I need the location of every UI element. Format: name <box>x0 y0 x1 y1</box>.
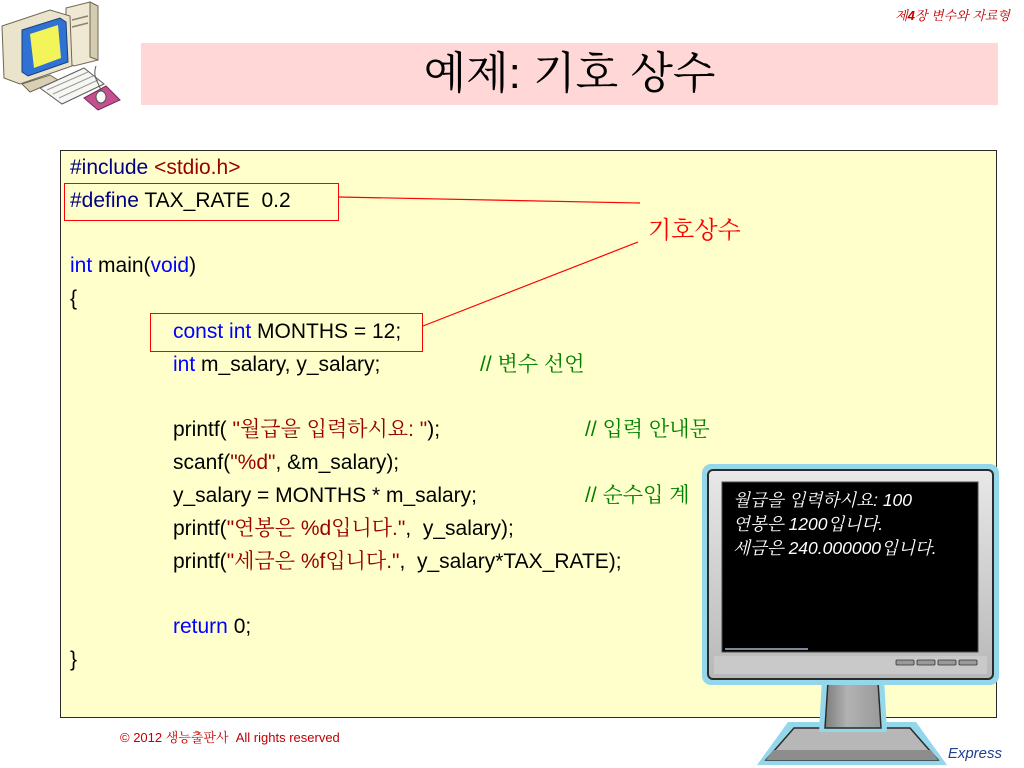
console-output <box>733 488 975 560</box>
code-text: } <box>70 647 78 671</box>
code-directive: #include <box>70 156 155 179</box>
code-line-printf-prompt <box>70 414 990 447</box>
code-line-blank <box>70 382 990 415</box>
code-comment: // 입력 안내문 <box>585 418 710 442</box>
code-keyword: int <box>173 352 202 376</box>
highlight-box-const <box>150 313 423 352</box>
console-line: 연봉은 1200입니다. <box>733 514 884 534</box>
code-text: main( <box>98 254 151 278</box>
console-line: 월급을 입력하시요: 100 <box>733 490 913 510</box>
code-comment: // 변수 선언 <box>480 352 585 376</box>
copyright-notice: © 2012 생능출판사 All rights reserved <box>120 730 340 745</box>
brand-label: Express <box>947 745 1002 762</box>
code-text: ) <box>189 254 197 278</box>
code-line-include <box>70 152 990 185</box>
code-text: y_salary = MONTHS * m_salary; <box>173 483 477 507</box>
code-text: ); <box>427 418 441 442</box>
code-keyword: int <box>70 254 99 278</box>
code-text: m_salary, y_salary; <box>201 352 381 376</box>
code-string: "월급을 입력하시요: " <box>232 418 428 442</box>
code-text: scanf( <box>173 451 231 475</box>
highlight-box-define <box>64 183 339 221</box>
code-text: printf( <box>173 549 227 573</box>
code-keyword: return <box>173 615 234 639</box>
chapter-title: 장 변수와 자료형 <box>914 8 1010 23</box>
code-keyword: void <box>150 254 190 278</box>
code-line-main <box>70 250 990 283</box>
code-text: , &m_salary); <box>275 451 400 475</box>
chapter-number: 4 <box>907 8 915 23</box>
code-keyword: const int <box>173 319 258 343</box>
desktop-computer-icon <box>0 0 128 112</box>
chapter-label <box>895 7 1010 25</box>
title-bar <box>141 43 998 105</box>
code-comment: // 순수입 계 <box>585 483 690 507</box>
code-string: "%d" <box>230 451 276 475</box>
code-text: printf( <box>173 418 233 442</box>
code-string: "연봉은 %d입니다." <box>226 516 406 540</box>
code-text: , y_salary*TAX_RATE); <box>399 549 622 573</box>
console-line: 세금은 240.000000입니다. <box>733 538 937 558</box>
code-header-name: <stdio.h> <box>154 156 241 179</box>
callout-label: 기호상수 <box>648 217 741 244</box>
code-text: printf( <box>173 516 227 540</box>
page-title: 예제: 기호 상수 <box>423 49 716 98</box>
code-text: MONTHS = 12; <box>257 319 402 343</box>
code-line-declaration <box>70 349 990 382</box>
code-line-blank <box>70 218 990 251</box>
code-text: 0; <box>233 615 252 639</box>
code-string: "세금은 %f입니다." <box>226 549 400 573</box>
code-directive: #define <box>70 188 145 212</box>
code-text: { <box>70 287 78 311</box>
code-text: TAX_RATE 0.2 <box>144 188 291 212</box>
chapter-prefix: 제 <box>895 8 908 23</box>
code-line-open-brace <box>70 283 990 316</box>
code-text: , y_salary); <box>405 516 514 540</box>
